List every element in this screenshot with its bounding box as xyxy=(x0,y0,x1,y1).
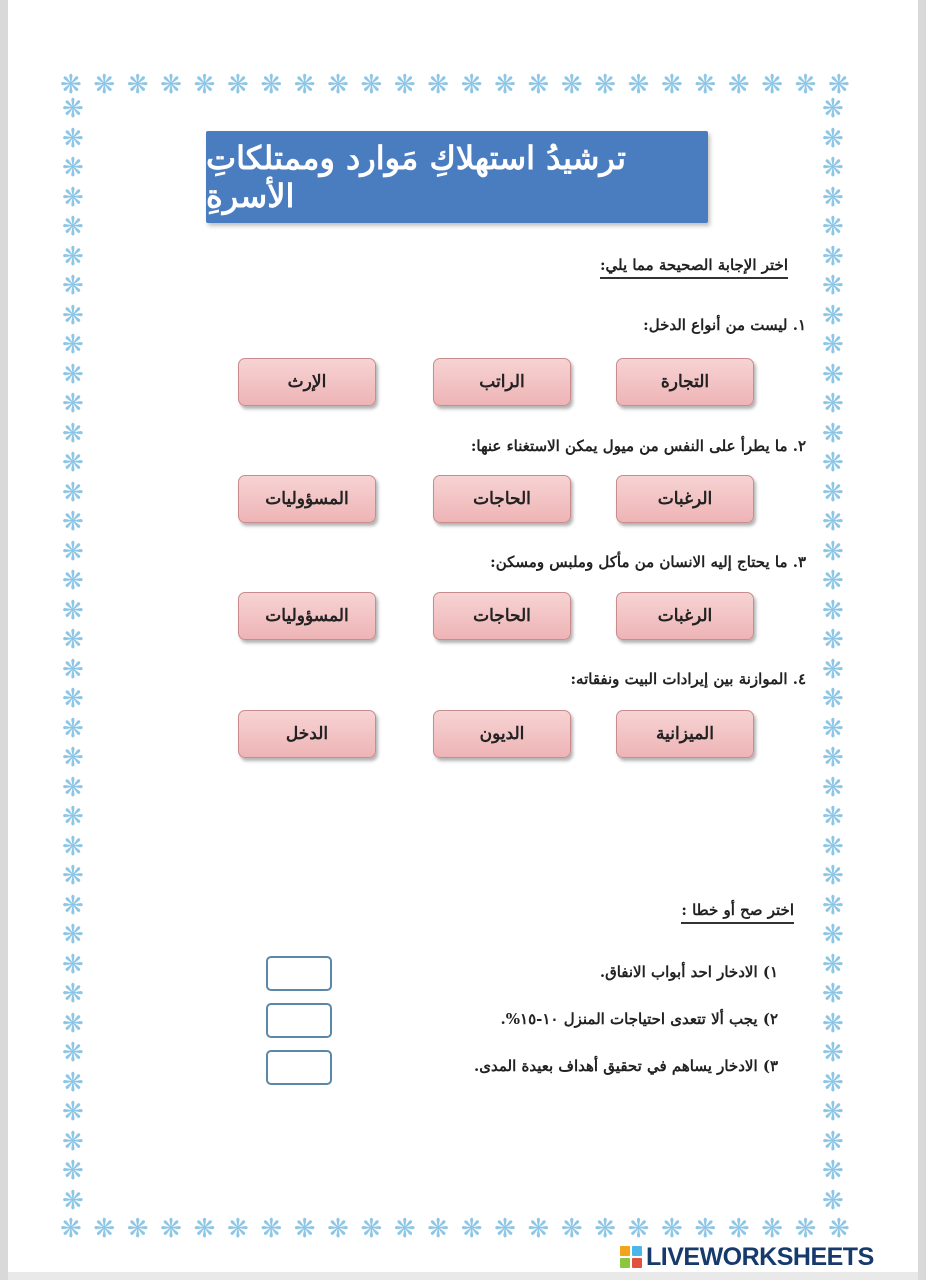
snowflake-icon: ❋ xyxy=(822,477,844,508)
snowflake-icon: ❋ xyxy=(822,861,844,891)
snowflake-icon: ❋ xyxy=(822,831,844,862)
snowflake-icon: ❋ xyxy=(62,831,84,862)
snowflake-icon: ❋ xyxy=(694,1214,717,1244)
snowflake-icon: ❋ xyxy=(62,477,84,508)
snowflake-icon: ❋ xyxy=(822,890,844,921)
snowflake-icon: ❋ xyxy=(62,772,84,803)
snowflake-icon: ❋ xyxy=(126,1214,149,1244)
snowflake-icon: ❋ xyxy=(822,507,844,537)
snowflake-icon: ❋ xyxy=(794,1214,817,1244)
snowflake-icon: ❋ xyxy=(560,1214,583,1244)
snowflake-icon: ❋ xyxy=(822,1038,844,1068)
snowflake-icon: ❋ xyxy=(193,1214,216,1244)
page-edge-right xyxy=(918,0,926,1280)
snowflake-icon: ❋ xyxy=(822,418,844,449)
snowflake-icon: ❋ xyxy=(62,890,84,921)
true-false-section-heading: اختر صح أو خطا : xyxy=(681,901,794,924)
snowflake-icon: ❋ xyxy=(460,70,483,100)
snowflake-icon: ❋ xyxy=(62,861,84,891)
snowflake-icon: ❋ xyxy=(594,70,617,100)
snowflake-icon: ❋ xyxy=(794,70,817,100)
snowflake-icon: ❋ xyxy=(822,566,844,596)
snowflake-icon: ❋ xyxy=(661,70,683,100)
snowflake-icon: ❋ xyxy=(694,70,717,100)
snowflake-icon: ❋ xyxy=(822,1156,844,1186)
snowflake-icon: ❋ xyxy=(822,1185,844,1216)
snowflake-icon: ❋ xyxy=(822,802,844,832)
snowflake-icon: ❋ xyxy=(822,1008,844,1039)
q3-option-2[interactable]: الحاجات xyxy=(433,592,571,640)
question-4: ٤. الموازنة بين إيرادات البيت ونفقاته: xyxy=(570,670,806,688)
snowflake-icon: ❋ xyxy=(327,70,349,100)
liveworksheets-logo xyxy=(620,1240,874,1274)
snowflake-icon: ❋ xyxy=(62,123,84,154)
q1-option-3[interactable]: الإرث xyxy=(238,358,376,406)
q4-option-3[interactable]: الدخل xyxy=(238,710,376,758)
logo-text: LIVEWORKSHEETS xyxy=(646,1242,874,1271)
snowflake-icon: ❋ xyxy=(62,507,84,537)
snowflake-icon: ❋ xyxy=(560,70,583,100)
snowflake-icon: ❋ xyxy=(494,1214,516,1244)
snowflake-icon: ❋ xyxy=(822,330,844,360)
snowflake-icon: ❋ xyxy=(62,359,84,390)
tf-answer-box-2[interactable] xyxy=(266,1003,332,1038)
snowflake-icon: ❋ xyxy=(62,595,84,626)
snowflake-icon: ❋ xyxy=(260,1214,283,1244)
snowflake-icon: ❋ xyxy=(62,979,84,1009)
snowflake-icon: ❋ xyxy=(594,1214,617,1244)
snowflake-icon: ❋ xyxy=(62,389,84,419)
snowflake-icon: ❋ xyxy=(62,448,84,478)
q4-option-1[interactable]: الميزانية xyxy=(616,710,754,758)
snowflake-icon: ❋ xyxy=(822,625,844,655)
q2-option-2[interactable]: الحاجات xyxy=(433,475,571,523)
snowflake-icon: ❋ xyxy=(822,595,844,626)
snowflake-icon: ❋ xyxy=(822,949,844,980)
snowflake-icon: ❋ xyxy=(822,271,844,301)
snowflake-icon: ❋ xyxy=(427,1214,450,1244)
snowflake-icon: ❋ xyxy=(393,70,416,100)
snowflake-icon: ❋ xyxy=(62,949,84,980)
decorative-border-bottom xyxy=(60,1216,850,1242)
snowflake-icon: ❋ xyxy=(627,1214,650,1244)
snowflake-icon: ❋ xyxy=(527,70,550,100)
snowflake-icon: ❋ xyxy=(822,241,844,272)
snowflake-icon: ❋ xyxy=(822,536,844,567)
snowflake-icon: ❋ xyxy=(62,94,84,124)
snowflake-icon: ❋ xyxy=(62,1067,84,1098)
page-edge-left xyxy=(0,0,8,1280)
snowflake-icon: ❋ xyxy=(822,920,844,950)
decorative-border-right xyxy=(822,96,844,1214)
q1-option-2[interactable]: الراتب xyxy=(433,358,571,406)
snowflake-icon: ❋ xyxy=(360,70,383,100)
snowflake-icon: ❋ xyxy=(62,418,84,449)
logo-square-icon xyxy=(632,1246,642,1256)
snowflake-icon: ❋ xyxy=(427,70,450,100)
q4-option-2[interactable]: الديون xyxy=(433,710,571,758)
tf-statement-2: ٢) يجب ألا تتعدى احتياجات المنزل ١٠-١٥%. xyxy=(500,1010,778,1028)
snowflake-icon: ❋ xyxy=(62,182,84,213)
q2-option-3[interactable]: المسؤوليات xyxy=(238,475,376,523)
snowflake-icon: ❋ xyxy=(260,70,283,100)
snowflake-icon: ❋ xyxy=(822,713,844,744)
snowflake-icon: ❋ xyxy=(62,1126,84,1157)
question-1: ١. ليست من أنواع الدخل: xyxy=(643,316,806,334)
snowflake-icon: ❋ xyxy=(527,1214,550,1244)
snowflake-icon: ❋ xyxy=(62,566,84,596)
snowflake-icon: ❋ xyxy=(727,1214,750,1244)
snowflake-icon: ❋ xyxy=(494,70,516,100)
snowflake-icon: ❋ xyxy=(822,94,844,124)
snowflake-icon: ❋ xyxy=(160,1214,182,1244)
snowflake-icon: ❋ xyxy=(822,654,844,685)
snowflake-icon: ❋ xyxy=(62,920,84,950)
snowflake-icon: ❋ xyxy=(62,1097,84,1127)
snowflake-icon: ❋ xyxy=(93,1214,116,1244)
snowflake-icon: ❋ xyxy=(827,1214,850,1244)
q1-option-1[interactable]: التجارة xyxy=(616,358,754,406)
tf-statement-1: ١) الادخار احد أبواب الانفاق. xyxy=(599,963,778,981)
snowflake-icon: ❋ xyxy=(822,1067,844,1098)
snowflake-icon: ❋ xyxy=(62,271,84,301)
question-2: ٢. ما يطرأ على النفس من ميول يمكن الاستغناء عنها: xyxy=(470,437,806,455)
snowflake-icon: ❋ xyxy=(60,70,82,100)
snowflake-icon: ❋ xyxy=(62,536,84,567)
snowflake-icon: ❋ xyxy=(62,713,84,744)
snowflake-icon: ❋ xyxy=(822,212,844,242)
snowflake-icon: ❋ xyxy=(62,330,84,360)
decorative-border-left xyxy=(62,96,84,1214)
snowflake-icon: ❋ xyxy=(62,1008,84,1039)
tf-answer-box-1[interactable] xyxy=(266,956,332,991)
worksheet-title: ترشيدُ استهلاكِ مَوارد وممتلكاتِ الأسرةِ xyxy=(206,131,708,223)
snowflake-icon: ❋ xyxy=(62,1156,84,1186)
q2-option-1[interactable]: الرغبات xyxy=(616,475,754,523)
snowflake-icon: ❋ xyxy=(827,70,850,100)
snowflake-icon: ❋ xyxy=(822,772,844,803)
snowflake-icon: ❋ xyxy=(193,70,216,100)
question-3: ٣. ما يحتاج إليه الانسان من مأكل وملبس ومسكن: xyxy=(490,553,806,571)
snowflake-icon: ❋ xyxy=(62,654,84,685)
snowflake-icon: ❋ xyxy=(62,684,84,714)
snowflake-icon: ❋ xyxy=(327,1214,349,1244)
snowflake-icon: ❋ xyxy=(761,70,783,100)
snowflake-icon: ❋ xyxy=(822,1126,844,1157)
snowflake-icon: ❋ xyxy=(822,979,844,1009)
snowflake-icon: ❋ xyxy=(93,70,116,100)
snowflake-icon: ❋ xyxy=(822,300,844,331)
logo-square-icon xyxy=(632,1258,642,1268)
snowflake-icon: ❋ xyxy=(393,1214,416,1244)
snowflake-icon: ❋ xyxy=(62,212,84,242)
logo-square-icon xyxy=(620,1258,630,1268)
mcq-section-heading: اختر الإجابة الصحيحة مما يلي: xyxy=(600,256,788,279)
snowflake-icon: ❋ xyxy=(460,1214,483,1244)
snowflake-icon: ❋ xyxy=(761,1214,783,1244)
snowflake-icon: ❋ xyxy=(661,1214,683,1244)
snowflake-icon: ❋ xyxy=(126,70,149,100)
snowflake-icon: ❋ xyxy=(627,70,650,100)
snowflake-icon: ❋ xyxy=(822,359,844,390)
snowflake-icon: ❋ xyxy=(822,123,844,154)
logo-grid-icon xyxy=(620,1246,642,1268)
snowflake-icon: ❋ xyxy=(62,1185,84,1216)
snowflake-icon: ❋ xyxy=(62,153,84,183)
snowflake-icon: ❋ xyxy=(226,70,249,100)
q3-option-3[interactable]: المسؤوليات xyxy=(238,592,376,640)
snowflake-icon: ❋ xyxy=(822,153,844,183)
snowflake-icon: ❋ xyxy=(60,1214,82,1244)
snowflake-icon: ❋ xyxy=(62,300,84,331)
snowflake-icon: ❋ xyxy=(822,743,844,773)
snowflake-icon: ❋ xyxy=(62,802,84,832)
snowflake-icon: ❋ xyxy=(822,1097,844,1127)
snowflake-icon: ❋ xyxy=(360,1214,383,1244)
q3-option-1[interactable]: الرغبات xyxy=(616,592,754,640)
snowflake-icon: ❋ xyxy=(727,70,750,100)
snowflake-icon: ❋ xyxy=(293,1214,316,1244)
snowflake-icon: ❋ xyxy=(160,70,182,100)
snowflake-icon: ❋ xyxy=(293,70,316,100)
snowflake-icon: ❋ xyxy=(62,1038,84,1068)
snowflake-icon: ❋ xyxy=(822,448,844,478)
snowflake-icon: ❋ xyxy=(226,1214,249,1244)
snowflake-icon: ❋ xyxy=(62,625,84,655)
snowflake-icon: ❋ xyxy=(822,182,844,213)
snowflake-icon: ❋ xyxy=(62,743,84,773)
logo-square-icon xyxy=(620,1246,630,1256)
tf-answer-box-3[interactable] xyxy=(266,1050,332,1085)
decorative-border-top xyxy=(60,72,850,98)
snowflake-icon: ❋ xyxy=(822,684,844,714)
snowflake-icon: ❋ xyxy=(822,389,844,419)
tf-statement-3: ٣) الادخار يساهم في تحقيق أهداف بعيدة المدى. xyxy=(474,1057,778,1075)
snowflake-icon: ❋ xyxy=(62,241,84,272)
